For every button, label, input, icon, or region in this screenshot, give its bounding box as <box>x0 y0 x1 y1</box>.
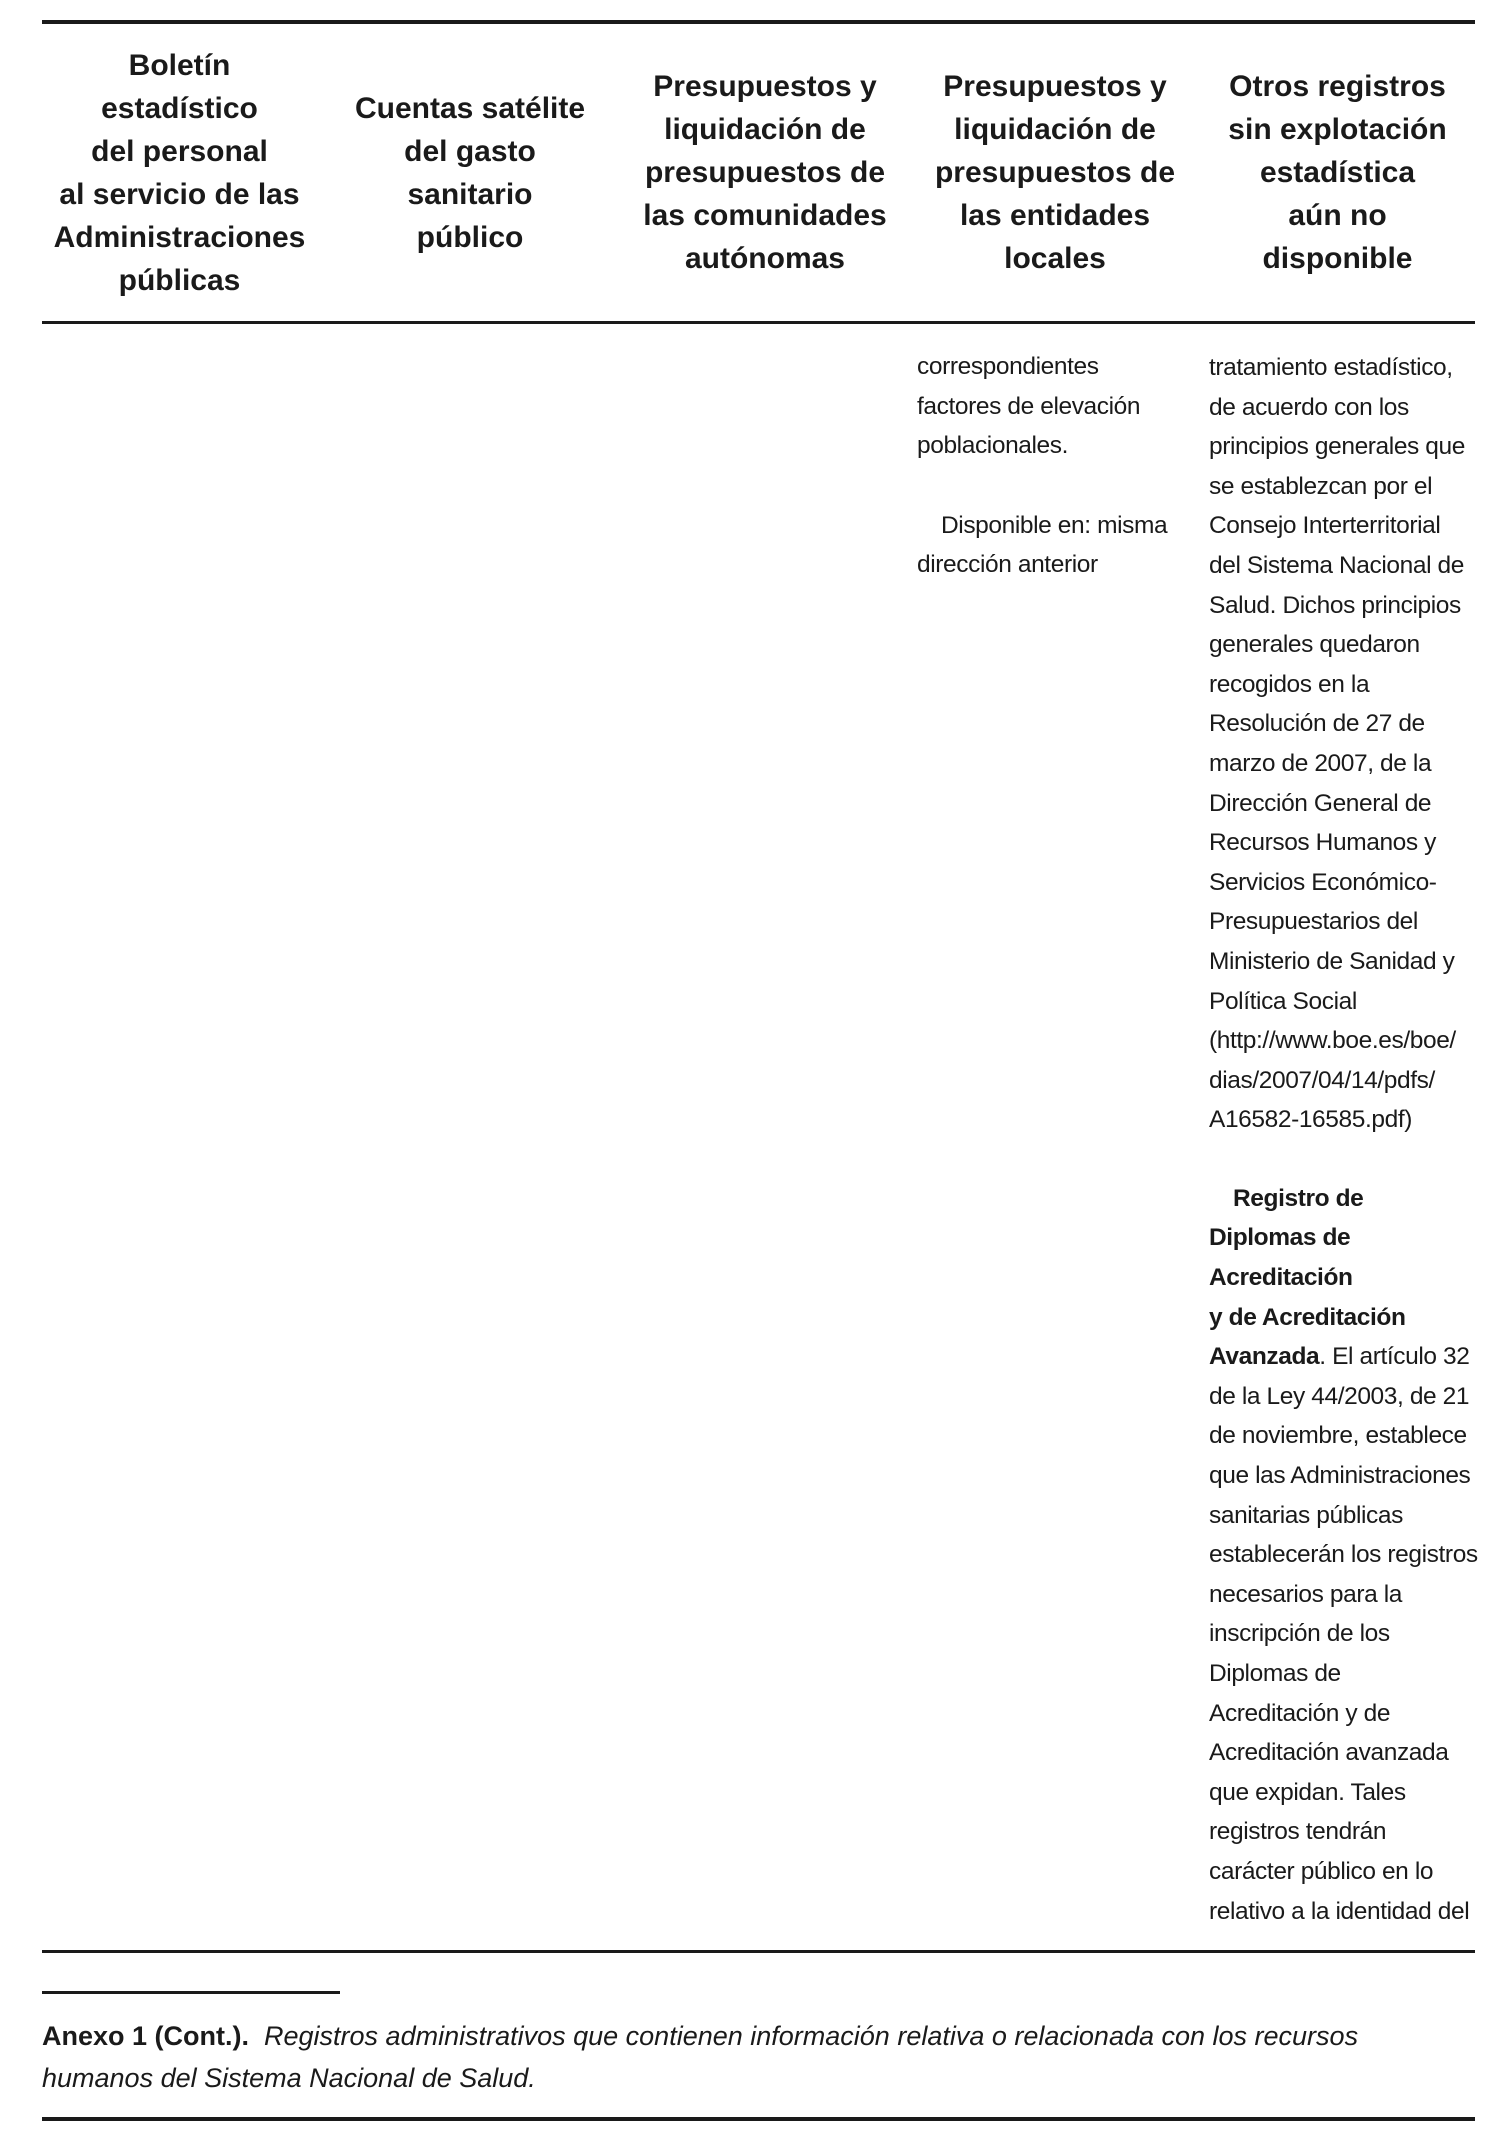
header-divider-rule <box>42 321 1475 324</box>
registro-text: . El artículo 32 de la Ley 44/2003, de 21 de noviembre, establece que las Administraciones sanitarias públicas establecerán los registros necesarios para la inscripción de los Diplomas de Acreditación y de Acreditación avanzada que expidan. Tales registros tendrán carácter público en lo relativo a la identidad del <box>1209 1343 1478 1925</box>
table-bottom-rule <box>42 1950 1475 1953</box>
column-header-boletin: Boletín estadístico del personal al servicio de las Administraciones públicas <box>53 48 306 297</box>
cell-otros-registros <box>1209 348 1481 1931</box>
column-header-otros-registros: Otros registros sin explotación estadística aún no disponible <box>1228 70 1447 275</box>
cell-paragraph: tratamiento estadístico, de acuerdo con los principios generales que se establezcan por el Consejo Interterritorial del Sistema Nacional de Salud. Dichos principios generales quedaron recogidos en la Resolución de 27 de marzo de 2007, de la Dirección General de Recursos Humanos y Servicios Económico- Presupuestarios del Ministerio de Sanidad y Política Social (http://www.boe.es/boe/ dias/2007/04/14/pdfs/ A16582-16585.pdf) <box>1209 354 1465 1134</box>
cell-paragraph: Disponible en: misma dirección anterior <box>917 511 1168 579</box>
page-final-rule <box>42 2117 1475 2121</box>
cell-paragraph <box>1209 1179 1481 1931</box>
caption-label: Anexo 1 (Cont.). <box>42 2021 249 2051</box>
table-caption <box>42 2015 1475 2099</box>
registro-title: Registro de Diplomas de Acreditación y de Acreditación Avanzada <box>1209 1184 1406 1371</box>
caption-text: Registros administrativos que contienen información relativa o relacionada con los recursos humanos del Sistema Nacional de Salud. <box>42 2021 1359 2093</box>
column-header-presupuestos-ccaa: Presupuestos y liquidación de presupuestos de las comunidades autónomas <box>643 70 887 275</box>
column-header-cuentas-satelite: Cuentas satélite del gasto sanitario público <box>354 91 586 254</box>
caption-separator <box>42 1991 340 1994</box>
cell-entidades-locales <box>917 347 1200 585</box>
column-header-presupuestos-entidades-locales: Presupuestos y liquidación de presupuestos de las entidades locales <box>934 70 1176 275</box>
cell-paragraph: correspondientes factores de elevación poblacionales. <box>917 353 1141 460</box>
